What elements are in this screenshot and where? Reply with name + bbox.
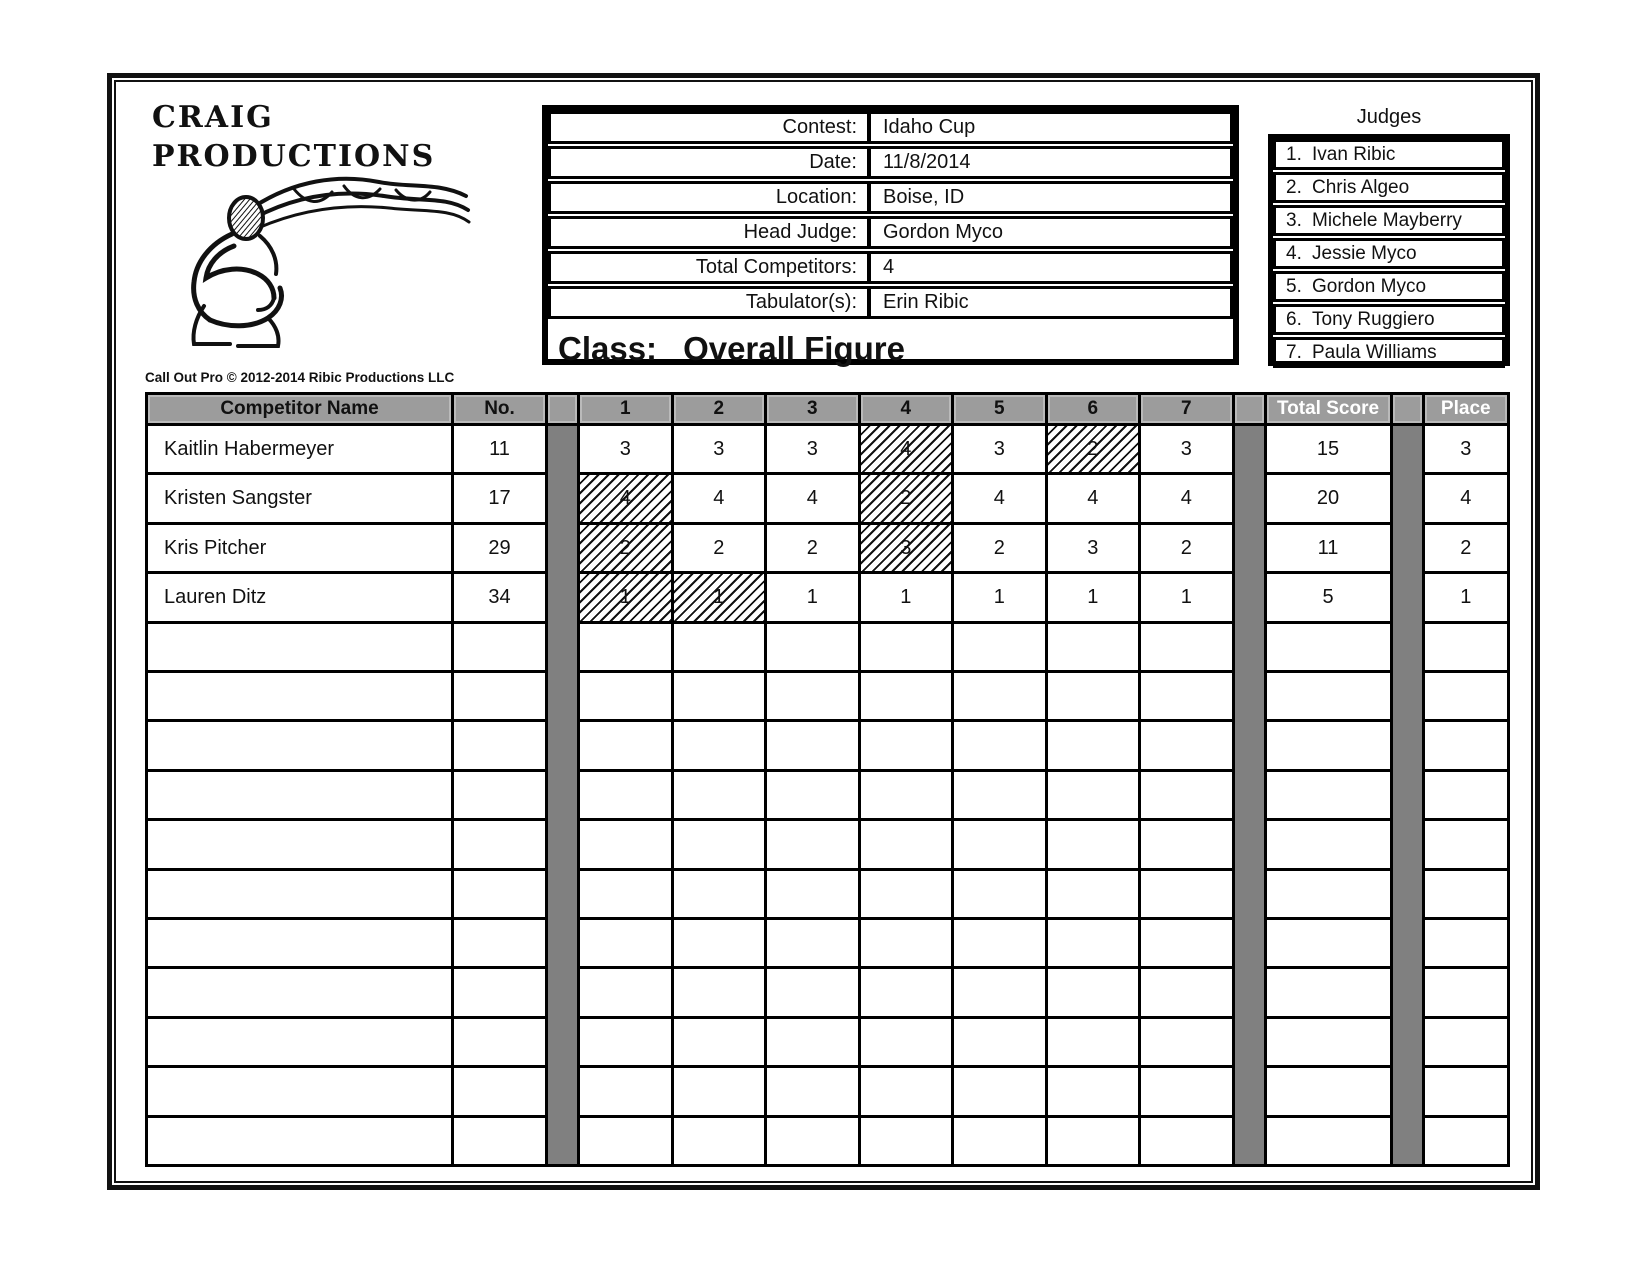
header-spacer-cell: [1235, 395, 1267, 423]
spacer-column: [1393, 426, 1425, 1164]
empty-cell: [1425, 821, 1508, 870]
empty-cell: [954, 1068, 1045, 1117]
empty-cell: [1425, 673, 1508, 722]
place-column: [1425, 426, 1508, 1164]
competitor-name-cell: Kris Pitcher: [148, 525, 451, 574]
header-cell-judge-3: 3: [767, 395, 861, 423]
judge-number: 7.: [1286, 341, 1302, 363]
empty-cell: [954, 673, 1045, 722]
contest-field-label: Head Judge:: [551, 219, 871, 246]
empty-cell: [767, 1019, 858, 1068]
empty-cell: [1267, 920, 1390, 969]
dropped-score-cell: 4: [861, 426, 952, 475]
empty-cell: [148, 772, 451, 821]
contest-field-row: [548, 181, 1233, 214]
empty-cell: [1267, 722, 1390, 771]
empty-cell: [767, 1118, 858, 1164]
empty-cell: [1048, 772, 1139, 821]
judge-name: Gordon Myco: [1312, 275, 1427, 297]
spacer-column: [548, 426, 580, 1164]
empty-cell: [954, 969, 1045, 1018]
judge-name: Ivan Ribic: [1312, 143, 1396, 165]
empty-cell: [954, 920, 1045, 969]
empty-cell: [454, 1019, 545, 1068]
j-column: [954, 426, 1048, 1164]
contest-field-value: Idaho Cup: [883, 116, 976, 138]
empty-cell: [1425, 624, 1508, 673]
empty-cell: [1048, 1068, 1139, 1117]
empty-cell: [1141, 969, 1232, 1018]
empty-cell: [674, 624, 765, 673]
score-cell: 3: [674, 426, 765, 475]
empty-cell: [674, 920, 765, 969]
empty-cell: [580, 920, 671, 969]
empty-cell: [148, 969, 451, 1018]
empty-cell: [674, 969, 765, 1018]
empty-cell: [1141, 821, 1232, 870]
empty-cell: [580, 673, 671, 722]
empty-cell: [1141, 1019, 1232, 1068]
empty-cell: [580, 1118, 671, 1164]
empty-cell: [1267, 821, 1390, 870]
dropped-score-cell: 1: [580, 574, 671, 623]
score-cell: 3: [954, 426, 1045, 475]
judge-number: 6.: [1286, 308, 1302, 330]
empty-cell: [861, 1118, 952, 1164]
contest-field-value: Boise, ID: [883, 186, 965, 208]
place-cell: 4: [1425, 475, 1508, 524]
dropped-score-cell: 4: [580, 475, 671, 524]
empty-cell: [1048, 969, 1139, 1018]
contest-field-label: Contest:: [551, 114, 871, 141]
score-cell: 3: [1141, 426, 1232, 475]
empty-cell: [1048, 821, 1139, 870]
score-cell: 2: [954, 525, 1045, 574]
empty-cell: [454, 821, 545, 870]
empty-cell: [861, 772, 952, 821]
empty-cell: [1048, 1019, 1139, 1068]
contest-field-label: Total Competitors:: [551, 254, 871, 281]
empty-cell: [580, 821, 671, 870]
empty-cell: [954, 871, 1045, 920]
empty-cell: [1425, 871, 1508, 920]
competitor-no-cell: 34: [454, 574, 545, 623]
empty-cell: [767, 920, 858, 969]
scoresheet-page: [107, 73, 1540, 1190]
judge-row: [1273, 172, 1505, 203]
contest-field-value: 4: [883, 256, 895, 278]
empty-cell: [767, 772, 858, 821]
empty-cell: [1141, 772, 1232, 821]
empty-cell: [580, 871, 671, 920]
j-column: [580, 426, 674, 1164]
score-table: [145, 392, 1510, 1167]
empty-cell: [580, 1068, 671, 1117]
empty-cell: [148, 1118, 451, 1164]
no-column: [454, 426, 548, 1164]
copyright-line: Call Out Pro © 2012-2014 Ribic Productions LLC: [145, 370, 455, 385]
empty-cell: [1048, 920, 1139, 969]
empty-cell: [674, 1118, 765, 1164]
contest-field-value: Erin Ribic: [883, 291, 969, 313]
j-column: [674, 426, 768, 1164]
empty-cell: [454, 920, 545, 969]
judge-number: 3.: [1286, 209, 1302, 231]
empty-cell: [1141, 920, 1232, 969]
empty-cell: [1267, 772, 1390, 821]
class-label: Class:: [558, 330, 658, 367]
contest-field-row: [548, 216, 1233, 249]
empty-cell: [148, 673, 451, 722]
competitor-name-cell: Kaitlin Habermeyer: [148, 426, 451, 475]
empty-cell: [148, 1068, 451, 1117]
score-cell: 4: [674, 475, 765, 524]
spacer-column: [1235, 426, 1267, 1164]
empty-cell: [674, 871, 765, 920]
empty-cell: [1425, 722, 1508, 771]
empty-cell: [767, 673, 858, 722]
empty-cell: [767, 821, 858, 870]
empty-cell: [580, 722, 671, 771]
empty-cell: [954, 1019, 1045, 1068]
empty-cell: [861, 1068, 952, 1117]
name-column: [148, 426, 454, 1164]
total-score-cell: 20: [1267, 475, 1390, 524]
empty-cell: [454, 969, 545, 1018]
empty-cell: [580, 772, 671, 821]
empty-cell: [148, 624, 451, 673]
dropped-score-cell: 2: [580, 525, 671, 574]
competitor-no-cell: 17: [454, 475, 545, 524]
empty-cell: [1425, 1068, 1508, 1117]
logo-line1: CRAIG: [152, 100, 274, 135]
empty-cell: [954, 772, 1045, 821]
empty-cell: [861, 624, 952, 673]
j-column: [1141, 426, 1235, 1164]
empty-cell: [1141, 722, 1232, 771]
score-cell: 4: [1048, 475, 1139, 524]
contest-field-value: Gordon Myco: [883, 221, 1004, 243]
total-score-cell: 5: [1267, 574, 1390, 623]
header-spacer-cell: [548, 395, 580, 423]
empty-cell: [861, 821, 952, 870]
judge-number: 4.: [1286, 242, 1302, 264]
empty-cell: [454, 673, 545, 722]
empty-cell: [1425, 1118, 1508, 1164]
score-cell: 1: [954, 574, 1045, 623]
empty-cell: [1141, 1068, 1232, 1117]
score-cell: 2: [1141, 525, 1232, 574]
empty-cell: [148, 1019, 451, 1068]
empty-cell: [454, 871, 545, 920]
judge-row: [1273, 337, 1505, 368]
empty-cell: [580, 1019, 671, 1068]
class-row: [548, 321, 1233, 377]
empty-cell: [1048, 624, 1139, 673]
total-column: [1267, 426, 1393, 1164]
empty-cell: [1267, 871, 1390, 920]
place-cell: 1: [1425, 574, 1508, 623]
empty-cell: [148, 871, 451, 920]
judge-number: 5.: [1286, 275, 1302, 297]
empty-cell: [148, 722, 451, 771]
score-cell: 1: [1141, 574, 1232, 623]
empty-cell: [954, 821, 1045, 870]
contest-fields: [548, 111, 1233, 319]
empty-cell: [954, 722, 1045, 771]
judge-row: [1273, 205, 1505, 236]
dropped-score-cell: 1: [674, 574, 765, 623]
place-cell: 2: [1425, 525, 1508, 574]
competitor-name-cell: Lauren Ditz: [148, 574, 451, 623]
judge-number: 1.: [1286, 143, 1302, 165]
score-cell: 1: [1048, 574, 1139, 623]
empty-cell: [1267, 673, 1390, 722]
empty-cell: [1267, 1019, 1390, 1068]
header-cell-judge-7: 7: [1141, 395, 1235, 423]
empty-cell: [1048, 1118, 1139, 1164]
dropped-score-cell: 2: [1048, 426, 1139, 475]
score-cell: 2: [767, 525, 858, 574]
table-body: [148, 426, 1507, 1164]
judges-box: [1268, 134, 1510, 366]
contest-field-label: Date:: [551, 149, 871, 176]
contest-info-box: [542, 105, 1239, 365]
judge-name: Tony Ruggiero: [1312, 308, 1435, 330]
score-cell: 4: [767, 475, 858, 524]
dropped-score-cell: 3: [861, 525, 952, 574]
empty-cell: [1048, 673, 1139, 722]
total-score-cell: 15: [1267, 426, 1390, 475]
score-cell: 3: [767, 426, 858, 475]
empty-cell: [861, 969, 952, 1018]
empty-cell: [1048, 722, 1139, 771]
empty-cell: [1425, 920, 1508, 969]
judge-number: 2.: [1286, 176, 1302, 198]
empty-cell: [767, 871, 858, 920]
empty-cell: [454, 1068, 545, 1117]
empty-cell: [580, 624, 671, 673]
j-column: [861, 426, 955, 1164]
judge-row: [1273, 238, 1505, 269]
class-value: Overall Figure: [683, 330, 905, 367]
empty-cell: [1141, 871, 1232, 920]
empty-cell: [674, 1068, 765, 1117]
empty-cell: [861, 673, 952, 722]
judge-row: [1273, 304, 1505, 335]
header-cell-total-score: Total Score: [1267, 395, 1393, 423]
contest-field-row: [548, 146, 1233, 179]
judge-row: [1273, 139, 1505, 170]
empty-cell: [1267, 624, 1390, 673]
score-cell: 3: [1048, 525, 1139, 574]
empty-cell: [1267, 1118, 1390, 1164]
competitor-no-cell: 29: [454, 525, 545, 574]
header-cell-place: Place: [1425, 395, 1508, 423]
bodybuilder-logo-icon: [134, 156, 474, 366]
contest-field-label: Location:: [551, 184, 871, 211]
place-cell: 3: [1425, 426, 1508, 475]
score-cell: 1: [861, 574, 952, 623]
empty-cell: [954, 624, 1045, 673]
contest-field-row: [548, 111, 1233, 144]
header-cell-no: No.: [454, 395, 548, 423]
empty-cell: [148, 920, 451, 969]
empty-cell: [454, 772, 545, 821]
logo-line2: PRODUCTIONS: [152, 139, 436, 174]
empty-cell: [1425, 1019, 1508, 1068]
score-cell: 4: [1141, 475, 1232, 524]
judges-list: [1273, 139, 1505, 368]
score-cell: 4: [954, 475, 1045, 524]
empty-cell: [861, 1019, 952, 1068]
table-header-row: [148, 395, 1507, 426]
empty-cell: [861, 871, 952, 920]
j-column: [767, 426, 861, 1164]
empty-cell: [954, 1118, 1045, 1164]
empty-cell: [767, 722, 858, 771]
empty-cell: [1425, 969, 1508, 1018]
header-cell-competitor-name: Competitor Name: [148, 395, 454, 423]
empty-cell: [674, 673, 765, 722]
empty-cell: [861, 920, 952, 969]
empty-cell: [1267, 969, 1390, 1018]
header-cell-judge-2: 2: [674, 395, 768, 423]
header-cell-judge-1: 1: [580, 395, 674, 423]
contest-field-label: Tabulator(s):: [551, 289, 871, 316]
empty-cell: [861, 722, 952, 771]
score-cell: 1: [767, 574, 858, 623]
dropped-score-cell: 2: [861, 475, 952, 524]
empty-cell: [674, 821, 765, 870]
total-score-cell: 11: [1267, 525, 1390, 574]
empty-cell: [454, 1118, 545, 1164]
score-cell: 3: [580, 426, 671, 475]
empty-cell: [674, 1019, 765, 1068]
contest-field-row: [548, 251, 1233, 284]
contest-field-value: 11/8/2014: [883, 151, 971, 173]
judge-row: [1273, 271, 1505, 302]
competitor-name-cell: Kristen Sangster: [148, 475, 451, 524]
j-column: [1048, 426, 1142, 1164]
judge-name: Paula Williams: [1312, 341, 1437, 363]
empty-cell: [1141, 673, 1232, 722]
judge-name: Jessie Myco: [1312, 242, 1417, 264]
header-cell-judge-4: 4: [861, 395, 955, 423]
empty-cell: [1141, 624, 1232, 673]
empty-cell: [580, 969, 671, 1018]
empty-cell: [1048, 871, 1139, 920]
judges-title: Judges: [1356, 106, 1422, 128]
header-spacer-cell: [1393, 395, 1425, 423]
empty-cell: [454, 722, 545, 771]
empty-cell: [767, 624, 858, 673]
judge-name: Chris Algeo: [1312, 176, 1410, 198]
contest-field-row: [548, 286, 1233, 319]
judge-name: Michele Mayberry: [1312, 209, 1462, 231]
empty-cell: [767, 969, 858, 1018]
header-cell-judge-5: 5: [954, 395, 1048, 423]
empty-cell: [1267, 1068, 1390, 1117]
empty-cell: [454, 624, 545, 673]
empty-cell: [1425, 772, 1508, 821]
header-cell-judge-6: 6: [1048, 395, 1142, 423]
empty-cell: [148, 821, 451, 870]
empty-cell: [674, 722, 765, 771]
empty-cell: [767, 1068, 858, 1117]
score-cell: 2: [674, 525, 765, 574]
empty-cell: [674, 772, 765, 821]
empty-cell: [1141, 1118, 1232, 1164]
competitor-no-cell: 11: [454, 426, 545, 475]
